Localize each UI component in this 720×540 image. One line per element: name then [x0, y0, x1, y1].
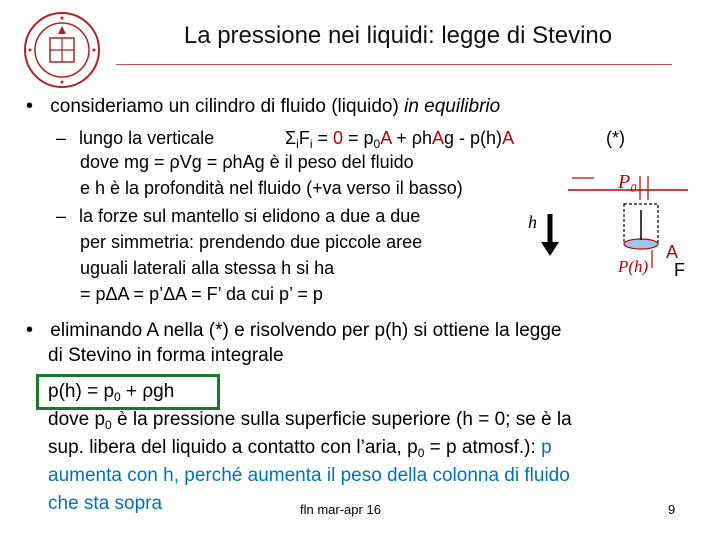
eq-A-3: A [502, 128, 515, 148]
h-label: h [528, 212, 537, 232]
eq-sub-i2: i [309, 137, 313, 151]
sub-bullet-1-line-2: dove mg = ρVg = ρhAg è il peso del fluido [80, 152, 414, 172]
formula-sub-0: 0 [114, 390, 121, 404]
desc-2-a: sup. libera del liquido a contatto con l’aria, p [48, 437, 418, 458]
sigma-symbol: Σ [285, 128, 297, 148]
sub-bullet-2-line-1 [56, 204, 420, 228]
slide-title: La pressione nei liquidi: legge di Stevino [183, 22, 613, 49]
p0-label: P₀ [618, 171, 638, 193]
bullet-dot: • [26, 95, 34, 117]
sub-bullet-1-lead: lungo la verticale [79, 128, 215, 148]
sub-bullet-2-line-2: per simmetria: prendendo due piccole aree [80, 232, 423, 252]
eq-part-3: g - p(h) [444, 128, 503, 148]
page-number: 9 [668, 502, 676, 517]
desc-1-sub: 0 [105, 418, 112, 432]
sub-bullet-1-line-1 [56, 126, 214, 150]
dash-2: – [56, 206, 67, 226]
f-label: F [674, 260, 685, 280]
bullet-2-line-1 [26, 318, 562, 343]
bullet-1-italic: in equilibrio [404, 96, 501, 117]
university-seal-logo [22, 10, 102, 90]
bullet-2-line-2: di Stevino in forma integrale [48, 345, 284, 366]
cylinder-diagram [528, 164, 692, 292]
formula-part-2: + ρgh [120, 381, 175, 402]
eq-A-1: A [380, 128, 392, 148]
description-line-4: che sta sopra [48, 493, 163, 514]
desc-2-sub: 0 [417, 446, 425, 460]
desc-2-b: = p atmosf.): [424, 437, 542, 458]
bullet-2-text: eliminando A nella (*) e risolvendo per p(h) si ottiene la legge [50, 320, 562, 341]
sub-bullet-1-line-3: e h è la profondità nel fluido (+va verso il basso) [80, 178, 463, 198]
footer-course-label: fln mar-apr 16 [300, 502, 381, 517]
formula-part-1: p(h) = p [48, 381, 115, 402]
eq-equals: = [312, 128, 333, 148]
sub-bullet-2-line-3: uguali laterali alla stessa h si ha [80, 258, 335, 278]
desc-1-a: dove p [48, 409, 106, 430]
bullet-1-text: consideriamo un cilindro di fluido (liquido) [50, 96, 405, 117]
eq-zero: 0 [333, 128, 344, 148]
eq-sub-0: 0 [373, 137, 381, 151]
eq-sub-i: i [296, 137, 299, 151]
sub-bullet-2-text: la forze sul mantello si elidono a due a due [79, 206, 421, 226]
desc-1-b: è la pressione sulla superficie superiore (h = 0; se è la [111, 409, 572, 430]
description-line-2 [48, 436, 552, 460]
eq-part-2: + ρh [391, 128, 433, 148]
title-divider [116, 64, 672, 65]
equilibrium-equation [285, 126, 514, 150]
cylinder-base [624, 239, 658, 249]
eq-F: F [298, 128, 310, 148]
stevino-formula [48, 380, 174, 404]
ph-label: P(h) [618, 257, 649, 276]
bullet-dot: • [26, 319, 34, 341]
depth-arrow-head [541, 242, 559, 256]
eq-part-1: = p [343, 128, 374, 148]
eq-A-2: A [432, 128, 445, 148]
description-line-3: aumenta con h, perché aumenta il peso della colonna di fluido [48, 465, 570, 486]
desc-2-blue: p [541, 437, 552, 458]
description-line-1 [48, 408, 572, 432]
area-label: A [666, 242, 679, 262]
equation-star-label: (*) [606, 128, 625, 148]
bullet-1 [26, 94, 500, 119]
sub-bullet-2-line-4: = pΔA = p’ΔA = F’ da cui p’ = p [80, 284, 323, 304]
dash-1: – [56, 128, 67, 148]
